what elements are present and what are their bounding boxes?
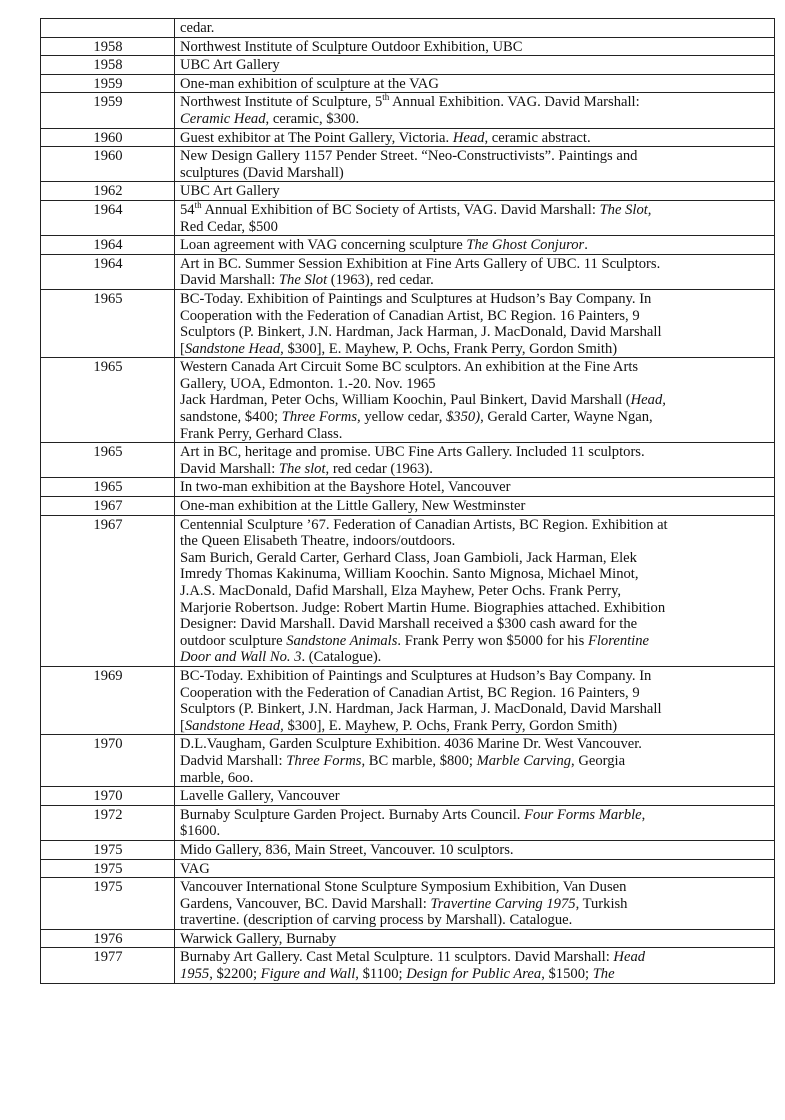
description-cell <box>175 497 775 516</box>
text-segment: , $1500; <box>541 966 593 983</box>
table-row <box>41 289 775 357</box>
text-segment: One-man exhibition at the Little Gallery, New Westminster <box>180 498 526 515</box>
description-line <box>180 788 770 805</box>
exhibition-table-body <box>41 19 775 984</box>
text-segment: Northwest Institute of Sculpture Outdoor Exhibition, UBC <box>180 38 523 55</box>
ordinal-suffix: th <box>382 92 390 103</box>
table-row <box>41 443 775 478</box>
description-cell <box>175 735 775 787</box>
year-cell: 1967 <box>41 497 175 516</box>
text-segment: Art in BC. Summer Session Exhibition at Fine Arts Gallery of UBC. 11 Sculptors. <box>180 255 661 272</box>
description-cell <box>175 74 775 93</box>
description-line <box>180 376 770 393</box>
description-cell <box>175 515 775 666</box>
table-row <box>41 56 775 75</box>
description-cell <box>175 200 775 235</box>
table-row <box>41 929 775 948</box>
description-cell <box>175 805 775 840</box>
text-segment: . (Catalogue). <box>301 649 382 666</box>
description-line <box>180 583 770 600</box>
description-cell <box>175 147 775 182</box>
description-cell <box>175 443 775 478</box>
italic-title: Sandstone Head <box>184 340 281 357</box>
text-segment: $1600. <box>180 823 221 840</box>
italic-title: Head <box>452 129 485 146</box>
text-segment: Annual Exhibition. VAG. David Marshall: <box>389 94 640 111</box>
description-line <box>180 649 770 666</box>
text-segment: New Design Gallery 1157 Pender Street. “Neo-Constructivists”. Paintings and <box>180 148 638 165</box>
text-segment: Gallery, UOA, Edmonton. 1.-20. Nov. 1965 <box>180 375 436 392</box>
description-line <box>180 39 770 56</box>
text-segment: travertine. (description of carving process by Marshall). Catalogue. <box>180 912 573 929</box>
text-segment: Imredy Thomas Kakinuma, William Koochin. Santo Mignosa, Michael Minot, <box>180 566 639 583</box>
text-segment: Mido Gallery, 836, Main Street, Vancouver. 10 sculptors. <box>180 841 514 858</box>
description-line <box>180 807 770 824</box>
description-cell <box>175 948 775 983</box>
italic-title: Sandstone Head <box>184 717 281 734</box>
text-segment: marble, 6oo. <box>180 769 254 786</box>
year-cell: 1975 <box>41 840 175 859</box>
description-line <box>180 256 770 273</box>
year-cell: 1977 <box>41 948 175 983</box>
text-segment: Cooperation with the Federation of Canadian Artist, BC Region. 16 Painters, 9 <box>180 684 640 701</box>
table-row <box>41 840 775 859</box>
italic-title: Three Forms <box>286 752 362 769</box>
table-row <box>41 735 775 787</box>
description-line <box>180 202 770 219</box>
text-segment: Loan agreement with VAG concerning sculpture <box>180 237 467 254</box>
table-row <box>41 515 775 666</box>
description-line <box>180 392 770 409</box>
description-line <box>180 341 770 358</box>
description-line <box>180 461 770 478</box>
description-line <box>180 219 770 236</box>
description-cell <box>175 666 775 734</box>
italic-title: Door and Wall No. 3 <box>180 649 302 666</box>
italic-title: Head, <box>630 392 666 409</box>
year-cell: 1960 <box>41 147 175 182</box>
description-line <box>180 426 770 443</box>
year-cell: 1976 <box>41 929 175 948</box>
italic-title: The Slot <box>278 272 328 289</box>
text-segment: , $300], E. Mayhew, P. Ochs, Frank Perry, Gordon Smith) <box>280 717 618 734</box>
table-row <box>41 128 775 147</box>
text-segment: , ceramic, $300. <box>265 110 360 127</box>
description-line <box>180 94 770 111</box>
table-row <box>41 37 775 56</box>
italic-title: Marble Carving <box>476 752 572 769</box>
table-row <box>41 236 775 255</box>
table-row <box>41 200 775 235</box>
description-line <box>180 736 770 753</box>
text-segment: , $1100; <box>355 966 407 983</box>
italic-title: Head <box>613 949 646 966</box>
description-line <box>180 701 770 718</box>
text-segment: Sam Burich, Gerald Carter, Gerhard Class, Joan Gambioli, Jack Harman, Elek <box>180 549 637 566</box>
table-row <box>41 93 775 128</box>
description-line <box>180 668 770 685</box>
italic-title: The slot <box>278 460 326 477</box>
description-cell <box>175 358 775 443</box>
year-cell <box>41 19 175 38</box>
description-line <box>180 444 770 461</box>
text-segment: BC-Today. Exhibition of Paintings and Sculptures at Hudson’s Bay Company. In <box>180 667 652 684</box>
text-segment: [ <box>180 340 185 357</box>
table-row <box>41 182 775 201</box>
description-line <box>180 237 770 254</box>
exhibition-table <box>40 18 775 984</box>
description-cell <box>175 840 775 859</box>
text-segment: , <box>641 806 646 823</box>
description-line <box>180 183 770 200</box>
description-line <box>180 272 770 289</box>
text-segment: , BC marble, $800; <box>361 752 477 769</box>
italic-title: Three Forms, <box>281 409 361 426</box>
italic-title: Figure and Wall <box>260 966 356 983</box>
year-cell: 1958 <box>41 37 175 56</box>
table-row <box>41 666 775 734</box>
year-cell: 1970 <box>41 735 175 787</box>
text-segment: , Georgia <box>571 752 626 769</box>
italic-title: Florentine <box>587 632 649 649</box>
year-cell: 1965 <box>41 478 175 497</box>
year-cell: 1970 <box>41 787 175 806</box>
text-segment: Gardens, Vancouver, BC. David Marshall: <box>180 895 431 912</box>
text-segment: Warwick Gallery, Burnaby <box>180 930 337 947</box>
italic-title: Sandstone Animals <box>286 632 398 649</box>
text-segment: (1963), red cedar. <box>327 272 434 289</box>
description-cell <box>175 929 775 948</box>
year-cell: 1960 <box>41 128 175 147</box>
text-segment: Art in BC, heritage and promise. UBC Fine Arts Gallery. Included 11 sculptors. <box>180 444 645 461</box>
text-segment: . <box>584 237 588 254</box>
year-cell: 1975 <box>41 859 175 878</box>
text-segment: J.A.S. MacDonald, Dafid Marshall, Elza Mayhew, Peter Ochs. Frank Perry, <box>180 583 622 599</box>
description-line <box>180 324 770 341</box>
description-cell <box>175 878 775 930</box>
italic-title: Ceramic Head <box>180 110 266 127</box>
text-segment: Lavelle Gallery, Vancouver <box>180 788 340 805</box>
table-row <box>41 787 775 806</box>
description-line <box>180 517 770 534</box>
text-segment: Guest exhibitor at The Point Gallery, Victoria. <box>180 129 453 146</box>
text-segment: In two-man exhibition at the Bayshore Hotel, Vancouver <box>180 479 511 496</box>
year-cell: 1962 <box>41 182 175 201</box>
italic-title: The <box>592 966 615 983</box>
description-cell <box>175 478 775 497</box>
year-cell: 1958 <box>41 56 175 75</box>
description-line <box>180 148 770 165</box>
description-line <box>180 409 770 426</box>
text-segment: yellow cedar, <box>360 409 446 426</box>
year-cell: 1969 <box>41 666 175 734</box>
description-cell <box>175 787 775 806</box>
text-segment: sandstone, $400; <box>180 409 282 426</box>
year-cell: 1972 <box>41 805 175 840</box>
description-line <box>180 842 770 859</box>
description-line <box>180 912 770 929</box>
text-segment: , Turkish <box>575 895 628 912</box>
text-segment: Marjorie Robertson. Judge: Robert Martin Hume. Biographies attached. Exhibition <box>180 599 666 616</box>
text-segment: BC-Today. Exhibition of Paintings and Sculptures at Hudson’s Bay Company. In <box>180 290 652 307</box>
text-segment: Vancouver International Stone Sculpture Symposium Exhibition, Van Dusen <box>180 879 627 896</box>
description-line <box>180 498 770 515</box>
italic-title: Four Forms Marble <box>524 806 642 823</box>
description-line <box>180 861 770 878</box>
table-row <box>41 497 775 516</box>
description-line <box>180 76 770 93</box>
year-cell: 1959 <box>41 93 175 128</box>
table-row <box>41 74 775 93</box>
description-line <box>180 966 770 983</box>
text-segment: , red cedar (1963). <box>325 460 433 477</box>
text-segment: Annual Exhibition of BC Society of Artists, VAG. David Marshall: <box>201 201 600 218</box>
text-segment: outdoor sculpture <box>180 632 287 649</box>
text-segment: Northwest Institute of Sculpture, 5 <box>180 94 383 111</box>
text-segment: Burnaby Art Gallery. Cast Metal Sculpture. 11 sculptors. David Marshall: <box>180 949 614 966</box>
description-line <box>180 823 770 840</box>
description-line <box>180 550 770 567</box>
description-cell <box>175 128 775 147</box>
text-segment: David Marshall: <box>180 460 279 477</box>
ordinal-suffix: th <box>194 200 202 211</box>
table-row <box>41 805 775 840</box>
text-segment: Sculptors (P. Binkert, J.N. Hardman, Jack Harman, J. MacDonald, David Marshall <box>180 701 662 718</box>
description-cell <box>175 56 775 75</box>
text-segment: , Gerald Carter, Wayne Ngan, <box>480 409 653 426</box>
year-cell: 1967 <box>41 515 175 666</box>
description-line <box>180 685 770 702</box>
description-line <box>180 633 770 650</box>
description-cell <box>175 37 775 56</box>
description-line <box>180 949 770 966</box>
description-line <box>180 896 770 913</box>
description-line <box>180 879 770 896</box>
table-row <box>41 147 775 182</box>
description-line <box>180 718 770 735</box>
italic-title: Travertine Carving 1975 <box>430 895 576 912</box>
text-segment: Centennial Sculpture ’67. Federation of Canadian Artists, BC Region. Exhibition at <box>180 516 668 533</box>
year-cell: 1964 <box>41 200 175 235</box>
text-segment: VAG <box>180 860 210 877</box>
text-segment: David Marshall: <box>180 272 279 289</box>
text-segment: Designer: David Marshall. David Marshall received a $300 cash award for the <box>180 616 638 633</box>
description-cell <box>175 859 775 878</box>
text-segment: D.L.Vaugham, Garden Sculpture Exhibition. 4036 Marine Dr. West Vancouver. <box>180 736 642 753</box>
text-segment: UBC Art Gallery <box>180 57 280 74</box>
year-cell: 1965 <box>41 443 175 478</box>
description-line <box>180 566 770 583</box>
table-row <box>41 859 775 878</box>
text-segment: Dadvid Marshall: <box>180 752 287 769</box>
text-segment: . Frank Perry won $5000 for his <box>397 632 588 649</box>
description-line <box>180 770 770 787</box>
italic-title: The Ghost Conjuror <box>466 237 585 254</box>
text-segment: Red Cedar, $500 <box>180 218 278 235</box>
description-line <box>180 165 770 182</box>
description-line <box>180 600 770 617</box>
description-cell <box>175 182 775 201</box>
description-cell <box>175 93 775 128</box>
year-cell: 1964 <box>41 254 175 289</box>
table-row <box>41 948 775 983</box>
description-line <box>180 20 770 37</box>
text-segment: , $300], E. Mayhew, P. Ochs, Frank Perry, Gordon Smith) <box>280 340 618 357</box>
year-cell: 1965 <box>41 289 175 357</box>
text-segment: the Queen Elisabeth Theatre, indoors/outdoors. <box>180 533 456 550</box>
description-line <box>180 753 770 770</box>
text-segment: Burnaby Sculpture Garden Project. Burnaby Arts Council. <box>180 806 525 823</box>
description-line <box>180 57 770 74</box>
text-segment: sculptures (David Marshall) <box>180 164 344 181</box>
description-cell <box>175 289 775 357</box>
text-segment: UBC Art Gallery <box>180 183 280 200</box>
table-row <box>41 19 775 38</box>
description-line <box>180 291 770 308</box>
text-segment: , ceramic abstract. <box>484 129 591 146</box>
table-row <box>41 254 775 289</box>
description-line <box>180 111 770 128</box>
year-cell: 1964 <box>41 236 175 255</box>
text-segment: cedar. <box>180 20 215 36</box>
table-row <box>41 358 775 443</box>
description-line <box>180 616 770 633</box>
description-line <box>180 479 770 496</box>
italic-title: $350) <box>446 409 481 426</box>
text-segment: [ <box>180 717 185 734</box>
year-cell: 1965 <box>41 358 175 443</box>
table-row <box>41 878 775 930</box>
text-segment: 54 <box>180 201 195 218</box>
description-line <box>180 533 770 550</box>
text-segment: Frank Perry, Gerhard Class. <box>180 425 343 442</box>
description-line <box>180 308 770 325</box>
description-line <box>180 931 770 948</box>
description-cell <box>175 254 775 289</box>
text-segment: Jack Hardman, Peter Ochs, William Koochin, Paul Binkert, David Marshall ( <box>180 392 631 409</box>
year-cell: 1959 <box>41 74 175 93</box>
text-segment: Cooperation with the Federation of Canadian Artist, BC Region. 16 Painters, 9 <box>180 307 640 324</box>
description-cell <box>175 19 775 38</box>
italic-title: The Slot, <box>599 201 652 218</box>
description-line <box>180 130 770 147</box>
description-cell <box>175 236 775 255</box>
text-segment: , $2200; <box>209 966 261 983</box>
year-cell: 1975 <box>41 878 175 930</box>
text-segment: Western Canada Art Circuit Some BC sculptors. An exhibition at the Fine Arts <box>180 359 639 376</box>
table-row <box>41 478 775 497</box>
text-segment: One-man exhibition of sculpture at the VAG <box>180 75 439 92</box>
description-line <box>180 359 770 376</box>
italic-title: 1955 <box>180 966 210 983</box>
text-segment: Sculptors (P. Binkert, J.N. Hardman, Jack Harman, J. MacDonald, David Marshall <box>180 324 662 341</box>
italic-title: Design for Public Area <box>406 966 542 983</box>
